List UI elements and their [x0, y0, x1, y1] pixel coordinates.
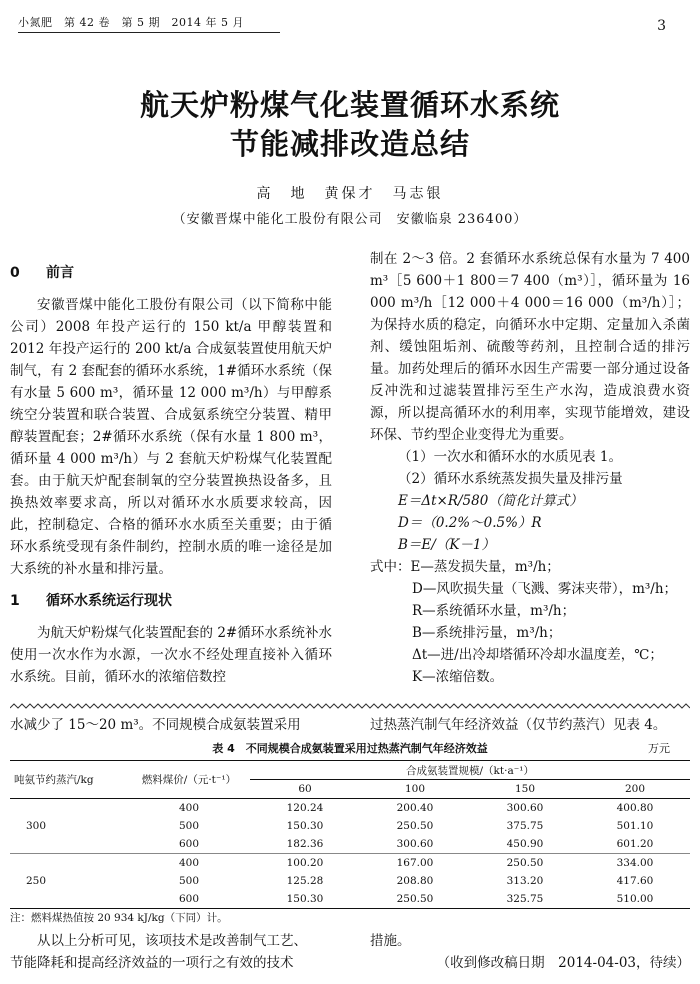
table-row — [10, 872, 690, 890]
right-column — [370, 248, 690, 688]
scale-header: 200 — [624, 783, 646, 795]
cell-value: 313.20 — [506, 875, 544, 887]
column-header-steam: 吨氨节约蒸汽/kg — [14, 774, 94, 786]
cell-value: 208.80 — [396, 875, 434, 887]
table-note: 注：燃料煤热值按 20 934 kJ/kg（下同）计。 — [10, 912, 228, 924]
definition-text: E—蒸发损失量，m³/h； — [410, 559, 560, 575]
cell-value: 300.60 — [396, 838, 434, 850]
title-line-2: 节能减排改造总结 — [229, 127, 470, 161]
bottom-right-text — [370, 930, 690, 974]
intro-paragraph: 安徽晋煤中能化工股份有限公司（以下简称中能公司）2008 年投产运行的 150 kt/a 甲醇装置和 2012 年投产运行的 200 kt/a 合成氨装置使用航天炉制气，有 2 套配套的循环水系统，1#循环水系统（保有水量 5 600 m³，循环量 12 000 m³/h）与甲醇系统空分装置和联合装置、合成氨系统空分装置、精甲醇装置配套；2#循环水系统（保有水量 1 800 m³，循环量 4 000 m³/h）与 2 套航天炉粉煤气化装置配套。由于航天炉配套制氧的空分装置换热设备多，且换热效率要求高，所以对循环水水质要求较高，因此，控制稳定、合格的循环水水质至关重要；由于循环水系统受现有条件制约，控制水质的唯一途径是加大系统的补水量和排污量。 — [10, 297, 332, 577]
definition: D—风吹损失量（飞溅、雾沫夹带），m³/h； — [412, 581, 678, 597]
cell-value: 167.00 — [396, 857, 434, 869]
cell-value: 334.00 — [616, 857, 654, 869]
section-title: 循环水系统运行现状 — [46, 593, 172, 609]
page-number: 3 — [657, 18, 666, 34]
cell-value: 501.10 — [616, 820, 654, 832]
cell-value: 150.30 — [286, 820, 324, 832]
definition: Δt—进/出冷却塔循环冷却水温度差，℃； — [412, 647, 663, 663]
authors: 高 地 黄保才 马志银 — [256, 186, 444, 202]
cell-value: 100.20 — [286, 857, 324, 869]
cell-steam: 300 — [26, 820, 47, 832]
section-title: 前言 — [46, 265, 74, 281]
cell-price: 400 — [178, 857, 200, 869]
table-row — [10, 799, 690, 818]
cell-value: 182.36 — [286, 838, 324, 850]
equation: E＝Δt×R/580（简化计算式） — [398, 493, 583, 509]
cell-value: 250.50 — [506, 857, 544, 869]
cell-steam — [10, 890, 128, 909]
cell-steam — [10, 799, 128, 818]
cell-value: 300.60 — [506, 802, 544, 814]
journal-header: 小氮肥 第 42 卷 第 5 期 2014 年 5 月 — [18, 16, 244, 29]
bottom-line: 节能降耗和提高经济效益的一项行之有效的技术 — [10, 955, 294, 971]
definition — [370, 556, 690, 578]
equation: B＝E/（K－1） — [398, 537, 495, 553]
table-row — [10, 817, 690, 835]
cell-price: 400 — [178, 802, 200, 814]
cell-value: 250.50 — [396, 893, 434, 905]
cell-value: 400.80 — [616, 802, 654, 814]
table-row — [10, 835, 690, 854]
cell-price: 600 — [178, 838, 200, 850]
cell-value: 375.75 — [506, 820, 544, 832]
bottom-left-text — [10, 930, 340, 974]
cell-value: 125.28 — [286, 875, 324, 887]
status-paragraph: 为航天炉粉煤气化装置配套的 2#循环水系统补水使用一次水作为水源，一次水不经处理直接补入循环水系统。目前，循环水的浓缩倍数控 — [10, 625, 332, 685]
cell-value: 200.40 — [396, 802, 434, 814]
cell-value: 120.24 — [286, 802, 324, 814]
list-item: （1）一次水和循环水的水质见表 1。 — [398, 449, 622, 465]
cell-value: 325.75 — [506, 893, 544, 905]
definition: R—系统循环水量，m³/h； — [412, 603, 576, 619]
right-paragraph: 制在 2～3 倍。2 套循环水系统总保有水量为 7 400 m³［5 600＋1 800＝7 400（m³）］，循环量为 16 000 m³/h［12 000＋4 000＝16 000（m³/h）］；为保持水质的稳定，向循环水中定期、定量加入杀菌剂、缓蚀阻垢剂、硫酸等药剂，且控制合适的排污量。加药处理后的循环水因生产需要一部分通过设备反冲洗和过滤装置排污至生产水沟，造成浪费水资源，所以提高循环水的利用率，实现节能增效，建设环保、节约型企业变得尤为重要。 — [370, 251, 690, 443]
bottom-line: 措施。 — [370, 933, 411, 949]
left-column — [10, 262, 332, 688]
table-row — [10, 890, 690, 909]
cell-value: 450.90 — [506, 838, 544, 850]
section-number: 1 — [10, 593, 20, 609]
page-break-rule — [10, 702, 690, 710]
lower-right-line: 过热蒸汽制气年经济效益（仅节约蒸汽）见表 4。 — [370, 717, 667, 733]
received-date: （收到修改稿日期 2014-04-03，待续） — [436, 955, 690, 971]
definition-intro: 式中： — [370, 559, 411, 575]
cell-value: 601.20 — [616, 838, 654, 850]
cell-price: 500 — [178, 820, 200, 832]
section-1-heading — [10, 590, 332, 612]
bottom-line: 从以上分析可见，该项技术是改善制气工艺、 — [37, 933, 307, 949]
title-line-1: 航天炉粉煤气化装置循环水系统 — [139, 88, 560, 122]
cell-value: 510.00 — [616, 893, 654, 905]
table-row — [10, 854, 690, 873]
cell-steam — [10, 835, 128, 854]
data-table — [10, 760, 690, 909]
column-header-price: 燃料煤价/（元·t⁻¹） — [141, 774, 237, 786]
scale-header: 100 — [404, 783, 426, 795]
section-number: 0 — [10, 265, 20, 281]
cell-steam — [10, 854, 128, 873]
list-item: （2）循环水系统蒸发损失量及排污量 — [398, 471, 623, 487]
cell-value: 417.60 — [616, 875, 654, 887]
table-unit: 万元 — [648, 742, 670, 755]
equation: D＝（0.2%～0.5%）R — [398, 515, 542, 531]
section-0-heading — [10, 262, 332, 284]
cell-steam: 250 — [26, 875, 47, 887]
column-group-header: 合成氨装置规模/（kt·a⁻¹） — [250, 761, 690, 780]
table-caption: 表 4 不同规模合成氨装置采用过热蒸汽制气年经济效益 — [212, 742, 488, 755]
cell-price: 600 — [178, 893, 200, 905]
lower-left-line: 水减少了 15～20 m³。不同规模合成氨装置采用 — [10, 717, 301, 733]
cell-price: 500 — [178, 875, 200, 887]
scale-header: 60 — [298, 783, 312, 795]
affiliation: （安徽晋煤中能化工股份有限公司 安徽临泉 236400） — [172, 212, 528, 227]
definition: K—浓缩倍数。 — [412, 669, 504, 685]
header-rule — [18, 32, 280, 33]
cell-value: 150.30 — [286, 893, 324, 905]
scale-header: 150 — [514, 783, 536, 795]
cell-value: 250.50 — [396, 820, 434, 832]
definition: B—系统排污量，m³/h； — [412, 625, 562, 641]
